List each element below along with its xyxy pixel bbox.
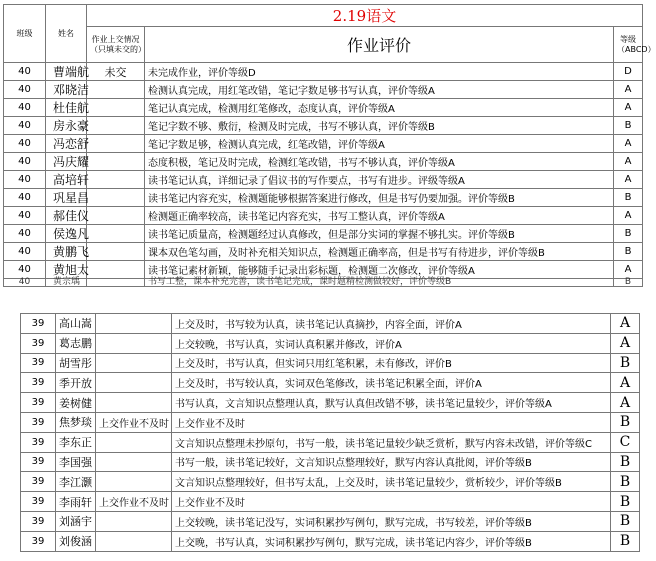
submission-cell: [87, 261, 145, 279]
header-submission: [87, 27, 145, 63]
class-cell: 39: [21, 452, 56, 472]
name-cell: 季开放: [56, 373, 96, 393]
grade-cell: A: [614, 81, 643, 99]
grade-cell: A: [614, 261, 643, 279]
comment-cell: 上交较晚，书写认真，实词认真积累并修改，评价A: [172, 333, 611, 353]
name-cell: 刘涵宇: [56, 511, 96, 531]
grade-cell: D: [614, 63, 643, 81]
comment-cell: 上交及时，书写较认真，实词双色笔修改，读书笔记积累全面，评价A: [172, 373, 611, 393]
comment-cell: 检测题正确率较高，读书笔记内容充实，书写工整认真，评价等级A: [145, 207, 614, 225]
comment-cell: 书写工整，课本补充完善，读书笔记完成，课时题精检测做较好，评价等级B: [145, 279, 614, 287]
header-grade-line1: 等级: [620, 34, 636, 44]
class-cell: 40: [4, 261, 46, 279]
table-row: [21, 531, 640, 551]
class-cell: 40: [4, 171, 46, 189]
class-cell: 39: [21, 511, 56, 531]
table-row: [4, 63, 643, 81]
table-row: [21, 432, 640, 452]
comment-cell: 读书笔记认真，详细记录了倡议书的写作要点，书写有进步。评级等级A: [145, 171, 614, 189]
grade-cell: A: [614, 135, 643, 153]
submission-cell: [96, 432, 172, 452]
page-title: 2.19语文: [87, 5, 643, 27]
grade-cell: B: [614, 279, 643, 287]
grade-cell: B: [611, 353, 640, 373]
header-evaluation: 作业评价: [145, 27, 614, 63]
header-grade: [614, 27, 656, 63]
name-cell: 郝佳仪: [46, 207, 87, 225]
grade-cell: B: [611, 511, 640, 531]
header-submission-line1: 作业上交情况: [91, 34, 140, 44]
class-cell: 40: [4, 189, 46, 207]
grade-cell: A: [614, 171, 643, 189]
grade-cell: A: [611, 333, 640, 353]
name-cell: 曹端航: [46, 63, 87, 81]
name-cell: 侯逸凡: [46, 225, 87, 243]
name-cell: 高培轩: [46, 171, 87, 189]
comment-cell: 笔记字数足够，检测认真完成，红笔改错，评价等级A: [145, 135, 614, 153]
comment-cell: 读书笔记质量高，检测题经过认真修改，但是部分实词的掌握不够扎实。评价等级B: [145, 225, 614, 243]
table-row: [4, 225, 643, 243]
table-row: [21, 314, 640, 334]
name-cell: 冯庆耀: [46, 153, 87, 171]
submission-cell: [87, 207, 145, 225]
comment-cell: 笔记字数不够、敷衍，检测及时完成，书写不够认真，评价等级B: [145, 117, 614, 135]
submission-cell: [87, 117, 145, 135]
comment-cell: 课本双色笔勾画，及时补充相关知识点，检测题正确率高，但是书写有待进步，评价等级B: [145, 243, 614, 261]
submission-cell: [87, 135, 145, 153]
submission-cell: [87, 153, 145, 171]
class-cell: 39: [21, 373, 56, 393]
class-cell: 39: [21, 531, 56, 551]
submission-cell: [96, 452, 172, 472]
submission-cell: [96, 333, 172, 353]
table-row: [21, 452, 640, 472]
header-class: 班级: [4, 5, 46, 63]
class-cell: 40: [4, 243, 46, 261]
class-cell: 39: [21, 492, 56, 512]
table-row: [4, 189, 643, 207]
submission-cell: 未交: [87, 63, 145, 81]
class-cell: 40: [4, 63, 46, 81]
comment-cell: 文言知识点整理未抄原句，书写一般，读书笔记量较少缺乏赏析，默写内容未改错，评价等级C: [172, 432, 611, 452]
grade-cell: A: [611, 373, 640, 393]
table-row: [21, 353, 640, 373]
grade-cell: B: [614, 243, 643, 261]
table-row: [4, 279, 643, 287]
grade-cell: B: [614, 189, 643, 207]
name-cell: 焦梦琰: [56, 412, 96, 432]
table-row: [4, 207, 643, 225]
name-cell: 李东正: [56, 432, 96, 452]
table-row: [4, 261, 643, 279]
submission-cell: [96, 353, 172, 373]
comment-cell: 上交及时，书写较为认真，读书笔记认真摘抄，内容全面，评价A: [172, 314, 611, 334]
grade-cell: A: [614, 207, 643, 225]
comment-cell: 态度积极，笔记及时完成，检测红笔改错，书写不够认真，评价等级A: [145, 153, 614, 171]
class-cell: 40: [4, 153, 46, 171]
grade-cell: B: [611, 492, 640, 512]
name-cell: 杜佳航: [46, 99, 87, 117]
name-cell: 黄宗瑀: [46, 279, 87, 287]
name-cell: 李国强: [56, 452, 96, 472]
grade-cell: A: [614, 99, 643, 117]
submission-cell: [96, 511, 172, 531]
evaluation-table-class-40: [3, 4, 656, 287]
comment-cell: 书写认真，文言知识点整理认真，默写认真但改错不够，读书笔记量较少，评价等级A: [172, 393, 611, 413]
table-row: [21, 393, 640, 413]
table-row: [21, 511, 640, 531]
comment-cell: 上交较晚，读书笔记没写，实词积累抄写例句，默写完成，书写较差，评价等级B: [172, 511, 611, 531]
grade-cell: A: [611, 314, 640, 334]
comment-cell: 上交作业不及时: [172, 492, 611, 512]
name-cell: 邓晓洁: [46, 81, 87, 99]
table-row: [4, 153, 643, 171]
class-cell: 40: [4, 135, 46, 153]
evaluation-table-class-39: [20, 313, 640, 552]
grade-cell: B: [611, 412, 640, 432]
class-cell: 39: [21, 314, 56, 334]
class-cell: 39: [21, 393, 56, 413]
header-submission-line2: （只填未交的）: [90, 44, 146, 54]
table-row: [21, 373, 640, 393]
name-cell: 黄旭太: [46, 261, 87, 279]
grade-cell: B: [614, 117, 643, 135]
grade-cell: A: [614, 153, 643, 171]
submission-cell: [87, 189, 145, 207]
comment-cell: 书写一般，读书笔记较好，文言知识点整理较好，默写内容认真批阅，评价等级B: [172, 452, 611, 472]
submission-cell: [96, 472, 172, 492]
class-cell: 40: [4, 225, 46, 243]
submission-cell: 上交作业不及时: [96, 412, 172, 432]
comment-cell: 上交作业不及时: [172, 412, 611, 432]
comment-cell: 读书笔记内容充实，检测题能够根据答案进行修改，但是书写仍要加强。评价等级B: [145, 189, 614, 207]
name-cell: 房永豪: [46, 117, 87, 135]
class-cell: 40: [4, 207, 46, 225]
class-cell: 40: [4, 117, 46, 135]
name-cell: 李雨轩: [56, 492, 96, 512]
name-cell: 姜树健: [56, 393, 96, 413]
class-cell: 39: [21, 432, 56, 452]
name-cell: 胡雪彤: [56, 353, 96, 373]
class-cell: 39: [21, 412, 56, 432]
submission-cell: [87, 279, 145, 287]
table-row: [4, 243, 643, 261]
submission-cell: [96, 531, 172, 551]
header-name: 姓名: [46, 5, 87, 63]
comment-cell: 上交及时，书写认真，但实词只用红笔积累，未有修改，评价B: [172, 353, 611, 373]
name-cell: 李江灏: [56, 472, 96, 492]
submission-cell: [87, 99, 145, 117]
comment-cell: 上交晚，书写认真，实词积累抄写例句，默写完成，读书笔记内容少，评价等级B: [172, 531, 611, 551]
table-row: [4, 99, 643, 117]
table-row: [4, 171, 643, 189]
grade-cell: A: [611, 393, 640, 413]
grade-cell: C: [611, 432, 640, 452]
submission-cell: [96, 393, 172, 413]
grade-cell: B: [611, 531, 640, 551]
comment-cell: 文言知识点整理较好，但书写太乱，上交及时，读书笔记量较少，赏析较少，评价等级B: [172, 472, 611, 492]
comment-cell: 未完成作业，评价等级D: [145, 63, 614, 81]
grade-cell: B: [611, 472, 640, 492]
grade-cell: B: [614, 225, 643, 243]
grade-cell: B: [611, 452, 640, 472]
class-cell: 39: [21, 472, 56, 492]
table-row: [21, 472, 640, 492]
submission-cell: [96, 314, 172, 334]
class-cell: 40: [4, 99, 46, 117]
name-cell: 葛志鹏: [56, 333, 96, 353]
submission-cell: 上交作业不及时: [96, 492, 172, 512]
table-row: [4, 81, 643, 99]
comment-cell: 检测认真完成，用红笔改错，笔记字数足够书写认真，评价等级A: [145, 81, 614, 99]
table-row: [21, 333, 640, 353]
table-row: [4, 135, 643, 153]
header-grade-line2: （ABCD）: [617, 44, 656, 54]
submission-cell: [87, 171, 145, 189]
table-row: [4, 117, 643, 135]
submission-cell: [96, 373, 172, 393]
table-row: [21, 492, 640, 512]
submission-cell: [87, 225, 145, 243]
submission-cell: [87, 81, 145, 99]
name-cell: 刘俊涵: [56, 531, 96, 551]
table-row: [21, 412, 640, 432]
class-cell: 40: [4, 279, 46, 287]
name-cell: 冯恋舒: [46, 135, 87, 153]
name-cell: 高山嵩: [56, 314, 96, 334]
name-cell: 黄鹏飞: [46, 243, 87, 261]
class-cell: 40: [4, 81, 46, 99]
comment-cell: 读书笔记素材新颖，能够随手记录出彩标题，检测题二次修改，评价等级A: [145, 261, 614, 279]
name-cell: 巩星昌: [46, 189, 87, 207]
class-cell: 39: [21, 333, 56, 353]
class-cell: 39: [21, 353, 56, 373]
submission-cell: [87, 243, 145, 261]
comment-cell: 笔记认真完成，检测用红笔修改，态度认真，评价等级A: [145, 99, 614, 117]
